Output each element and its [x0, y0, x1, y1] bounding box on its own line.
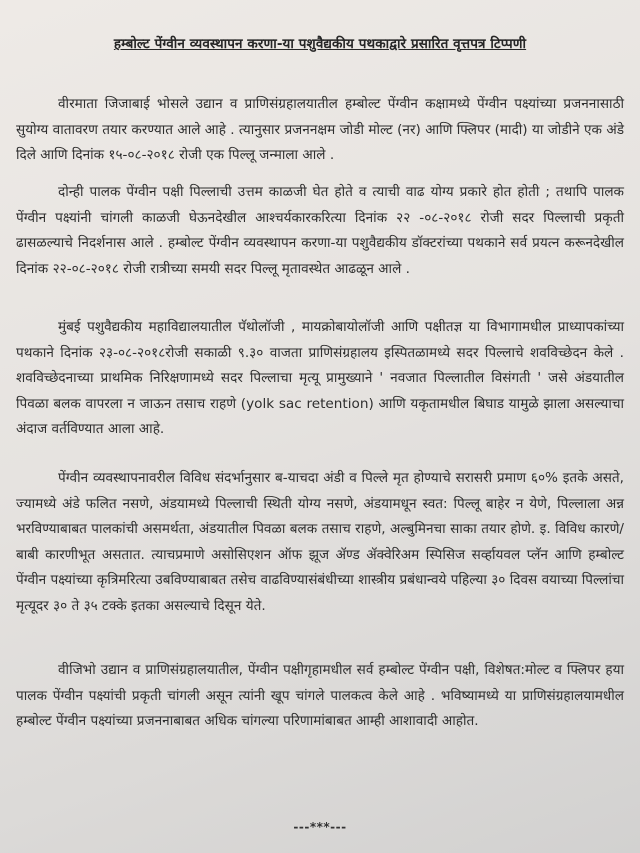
- paragraph-conclusion: वीजिभो उद्यान व प्राणिसंग्रहालयातील, पेंग्वीन पक्षीगृहामधील सर्व हम्बोल्ट पेंग्वीन पक्षी, विशेषत:मोल्ट व फ्लिपर हया पालक पेंग्वीन पक्ष्यांची प्रकृती चांगली असून त्यांनी खूप चांगले पालकत्व केले आहे . भविष्यामध्ये या प्राणिसंग्रहालयामधील हम्बोल्ट पेंग्वीन पक्ष्यांच्या प्रजननाबाबत अधिक चांगल्या परिणामांबाबत आम्ही आशावादी आहोत.: [16, 662, 624, 730]
- paragraph-mortality-stats: पेंग्वीन व्यवस्थापनावरील विविध संदर्भानुसार ब-याचदा अंडी व पिल्ले मृत होण्याचे सरासरी प्रमाण ६०% इतके असते, ज्यामध्ये अंडे फलित नसणे, अंडयामध्ये पिल्लाची स्थिती योग्य नसणे, अंडयामधून स्वत: पिल्लू बाहेर न येणे, पिल्लाला अन्न भरविण्याबाबत पालकांची असमर्थता, अंडयातील पिवळा बलक तसाच राहणे, अल्बुमिनचा साका तयार होणे. इ. विविध कारणे/बाबी कारणीभूत असतात. त्याचप्रमाणे असोसिएशन ऑफ झूज ॲण्ड ॲक्वेरिअम स्पिसिज सर्व्हायवल प्लॅन आणि हम्बोल्ट पेंग्वीन पक्ष्यांच्या कृत्रिमरित्या उबविण्याबाबत तसेच वाढविण्यासंबंधीच्या शास्त्रीय प्रबंधान्वये पहिल्या ३० दिवस वयाच्या पिल्लांचा मृत्यूदर ३० ते ३५ टक्के इतका असल्याचे दिसून येते.: [16, 470, 624, 614]
- end-mark: ---***---: [293, 820, 347, 834]
- paragraph-illness: दोन्ही पालक पेंग्वीन पक्षी पिल्लाची उत्तम काळजी घेत होते व त्याची वाढ योग्य प्रकारे होत होती ; तथापि पालक पेंग्वीन पक्ष्यांनी चांगली काळजी घेऊनदेखील आश्चर्यकारकरित्या दिनांक २२ -०८-२०१८ रोजी सदर पिल्लाची प्रकृती ढासळल्याचे निदर्शनास आले . हम्बोल्ट पेंग्वीन व्यवस्थापन करणा-या पशुवैद्यकीय डॉक्टरांच्या पथकाने सर्व प्रयत्न करूनदेखील दिनांक २२-०८-२०१८ रोजी रात्रीच्या समयी सदर पिल्लू मृतावस्थेत आढळून आले .: [16, 184, 624, 277]
- paragraph-autopsy: मुंबई पशुवैद्यकीय महाविद्यालयातील पॅथोलॉजी , मायक्रोबायोलॉजी आणि पक्षीतज्ञ या विभागामधील प्राध्यापकांच्या पथकाने दिनांक २३-०८-२०१८रोजी सकाळी ९.३० वाजता प्राणिसंग्रहालय इस्पितळामध्ये सदर पिल्लाचे शवविच्छेदन केले . शवविच्छेदनाच्या प्राथमिक निरिक्षणामध्ये सदर पिल्लाचा मृत्यू प्रामुख्याने ' नवजात पिल्लातील विसंगती ' जसे अंडयातील पिवळा बलक वापरला न जाऊन तसाच राहणे (yolk sac retention) आणि यकृतामधील बिघाड यामुळे झाला असल्याचा अंदाज वर्तविण्यात आला आहे.: [16, 319, 624, 438]
- paragraph-birth: वीरमाता जिजाबाई भोसले उद्यान व प्राणिसंग्रहालयातील हम्बोल्ट पेंग्वीन कक्षामध्ये पेंग्वीन पक्ष्यांच्या प्रजननासाठी सुयोग्य वातावरण तयार करण्यात आले आहे . त्यानुसार प्रजननक्षम जोडी मोल्ट (नर) आणि फ्लिपर (मादी) या जोडीने एक अंडे दिले आणि दिनांक १५-०८-२०१८ रोजी एक पिल्लू जन्माला आले .: [16, 96, 624, 164]
- document-title: हम्बोल्ट पेंग्वीन व्यवस्थापन करणा-या पशुवैद्यकीय पथकाद्वारे प्रसारित वृत्तपत्र टिप्पणी: [113, 36, 527, 52]
